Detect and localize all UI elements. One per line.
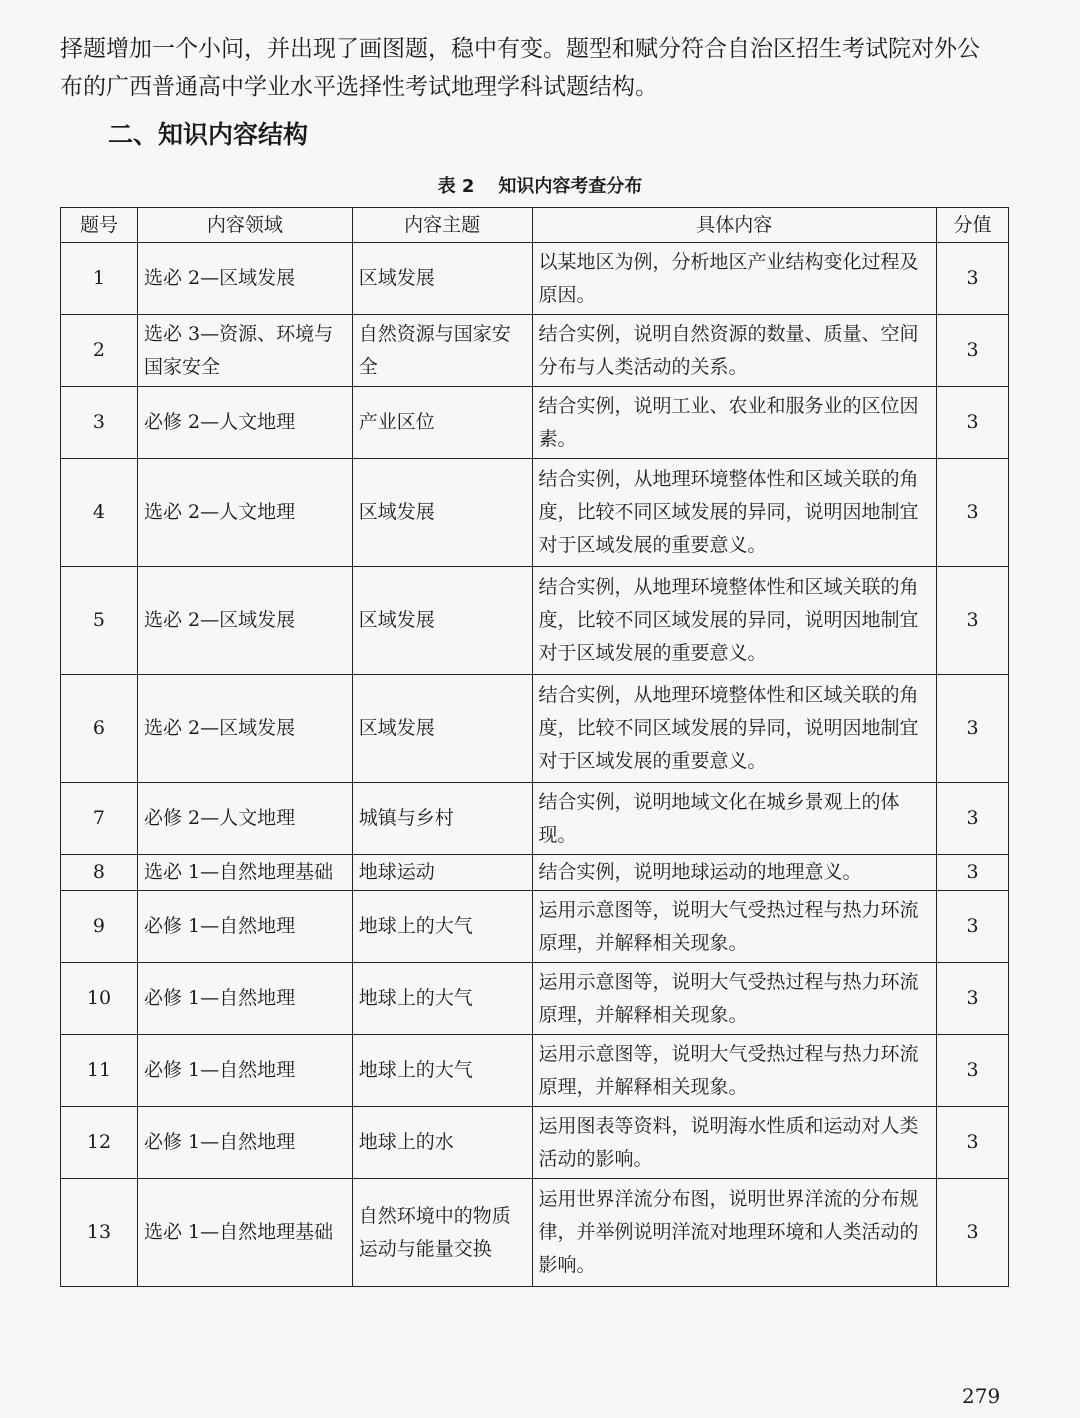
table-row <box>61 963 1009 1035</box>
row-number-cell: 4 <box>61 459 138 567</box>
row-score-cell: 3 <box>937 315 1009 387</box>
row-score-cell: 3 <box>937 243 1009 315</box>
table-row <box>61 891 1009 963</box>
table-body <box>61 243 1009 1287</box>
row-domain-cell: 选必 3—资源、环境与国家安全 <box>137 315 352 387</box>
header-cell-domain: 内容领域 <box>137 208 352 243</box>
table-row <box>61 315 1009 387</box>
row-number-cell: 10 <box>61 963 138 1035</box>
row-domain-cell: 选必 2—区域发展 <box>137 243 352 315</box>
row-content-cell: 运用图表等资料，说明海水性质和运动对人类活动的影响。 <box>532 1107 937 1179</box>
row-score-cell: 3 <box>937 567 1009 675</box>
table-row <box>61 387 1009 459</box>
row-number-cell: 7 <box>61 783 138 855</box>
table-header-row <box>61 208 1009 243</box>
row-topic-cell: 自然资源与国家安全 <box>352 315 532 387</box>
row-domain-cell: 必修 2—人文地理 <box>137 387 352 459</box>
row-content-cell: 以某地区为例，分析地区产业结构变化过程及原因。 <box>532 243 937 315</box>
row-domain-cell: 选必 2—人文地理 <box>137 459 352 567</box>
row-topic-cell: 城镇与乡村 <box>352 783 532 855</box>
intro-paragraph <box>60 30 1020 106</box>
table-row <box>61 783 1009 855</box>
page-number: 279 <box>962 1384 1001 1408</box>
header-cell-number: 题号 <box>61 208 138 243</box>
row-number-cell: 1 <box>61 243 138 315</box>
table-row <box>61 567 1009 675</box>
row-domain-cell: 选必 2—区域发展 <box>137 567 352 675</box>
row-content-cell: 结合实例，说明工业、农业和服务业的区位因素。 <box>532 387 937 459</box>
row-domain-cell: 必修 2—人文地理 <box>137 783 352 855</box>
row-score-cell: 3 <box>937 459 1009 567</box>
row-content-cell: 结合实例，说明自然资源的数量、质量、空间分布与人类活动的关系。 <box>532 315 937 387</box>
row-number-cell: 8 <box>61 855 138 891</box>
row-score-cell: 3 <box>937 963 1009 1035</box>
table-row <box>61 459 1009 567</box>
row-content-cell: 结合实例，从地理环境整体性和区域关联的角度，比较不同区域发展的异同，说明因地制宜对于区域发展的重要意义。 <box>532 675 937 783</box>
table-row <box>61 243 1009 315</box>
table-caption-number: 表 2 <box>437 176 475 197</box>
header-cell-content: 具体内容 <box>532 208 937 243</box>
row-score-cell: 3 <box>937 1107 1009 1179</box>
row-topic-cell: 区域发展 <box>352 675 532 783</box>
row-domain-cell: 选必 1—自然地理基础 <box>137 855 352 891</box>
row-domain-cell: 必修 1—自然地理 <box>137 1107 352 1179</box>
row-number-cell: 2 <box>61 315 138 387</box>
row-content-cell: 运用示意图等，说明大气受热过程与热力环流原理，并解释相关现象。 <box>532 891 937 963</box>
row-content-cell: 运用示意图等，说明大气受热过程与热力环流原理，并解释相关现象。 <box>532 963 937 1035</box>
table-row <box>61 675 1009 783</box>
row-score-cell: 3 <box>937 891 1009 963</box>
row-domain-cell: 必修 1—自然地理 <box>137 1035 352 1107</box>
row-topic-cell: 区域发展 <box>352 567 532 675</box>
row-score-cell: 3 <box>937 1035 1009 1107</box>
row-score-cell: 3 <box>937 855 1009 891</box>
row-score-cell: 3 <box>937 387 1009 459</box>
row-score-cell: 3 <box>937 1179 1009 1287</box>
row-domain-cell: 必修 1—自然地理 <box>137 963 352 1035</box>
header-cell-score: 分值 <box>937 208 1009 243</box>
row-score-cell: 3 <box>937 783 1009 855</box>
intro-line: 择题增加一个小问，并出现了画图题，稳中有变。题型和赋分符合自治区招生考试院对外公 <box>60 36 980 62</box>
row-topic-cell: 地球上的大气 <box>352 1035 532 1107</box>
row-content-cell: 运用示意图等，说明大气受热过程与热力环流原理，并解释相关现象。 <box>532 1035 937 1107</box>
table-row <box>61 1107 1009 1179</box>
row-content-cell: 结合实例，从地理环境整体性和区域关联的角度，比较不同区域发展的异同，说明因地制宜对于区域发展的重要意义。 <box>532 459 937 567</box>
row-number-cell: 3 <box>61 387 138 459</box>
knowledge-distribution-table <box>60 207 1009 1287</box>
row-score-cell: 3 <box>937 675 1009 783</box>
row-number-cell: 13 <box>61 1179 138 1287</box>
table-row <box>61 1035 1009 1107</box>
row-content-cell: 结合实例，说明地域文化在城乡景观上的体现。 <box>532 783 937 855</box>
section-heading: 二、知识内容结构 <box>108 120 309 149</box>
row-domain-cell: 选必 2—区域发展 <box>137 675 352 783</box>
row-topic-cell: 地球运动 <box>352 855 532 891</box>
table-caption-title: 知识内容考查分布 <box>498 176 643 197</box>
row-number-cell: 11 <box>61 1035 138 1107</box>
row-domain-cell: 选必 1—自然地理基础 <box>137 1179 352 1287</box>
row-topic-cell: 地球上的大气 <box>352 891 532 963</box>
row-topic-cell: 区域发展 <box>352 243 532 315</box>
row-domain-cell: 必修 1—自然地理 <box>137 891 352 963</box>
table-row <box>61 855 1009 891</box>
table-caption <box>0 172 1080 198</box>
row-content-cell: 结合实例，从地理环境整体性和区域关联的角度，比较不同区域发展的异同，说明因地制宜对于区域发展的重要意义。 <box>532 567 937 675</box>
row-topic-cell: 产业区位 <box>352 387 532 459</box>
row-number-cell: 6 <box>61 675 138 783</box>
row-topic-cell: 地球上的水 <box>352 1107 532 1179</box>
row-number-cell: 9 <box>61 891 138 963</box>
table-row <box>61 1179 1009 1287</box>
row-number-cell: 5 <box>61 567 138 675</box>
row-topic-cell: 区域发展 <box>352 459 532 567</box>
row-topic-cell: 自然环境中的物质运动与能量交换 <box>352 1179 532 1287</box>
row-content-cell: 运用世界洋流分布图，说明世界洋流的分布规律，并举例说明洋流对地理环境和人类活动的影响。 <box>532 1179 937 1287</box>
row-number-cell: 12 <box>61 1107 138 1179</box>
row-topic-cell: 地球上的大气 <box>352 963 532 1035</box>
row-content-cell: 结合实例，说明地球运动的地理意义。 <box>532 855 937 891</box>
header-cell-topic: 内容主题 <box>352 208 532 243</box>
intro-line: 布的广西普通高中学业水平选择性考试地理学科试题结构。 <box>60 74 658 100</box>
